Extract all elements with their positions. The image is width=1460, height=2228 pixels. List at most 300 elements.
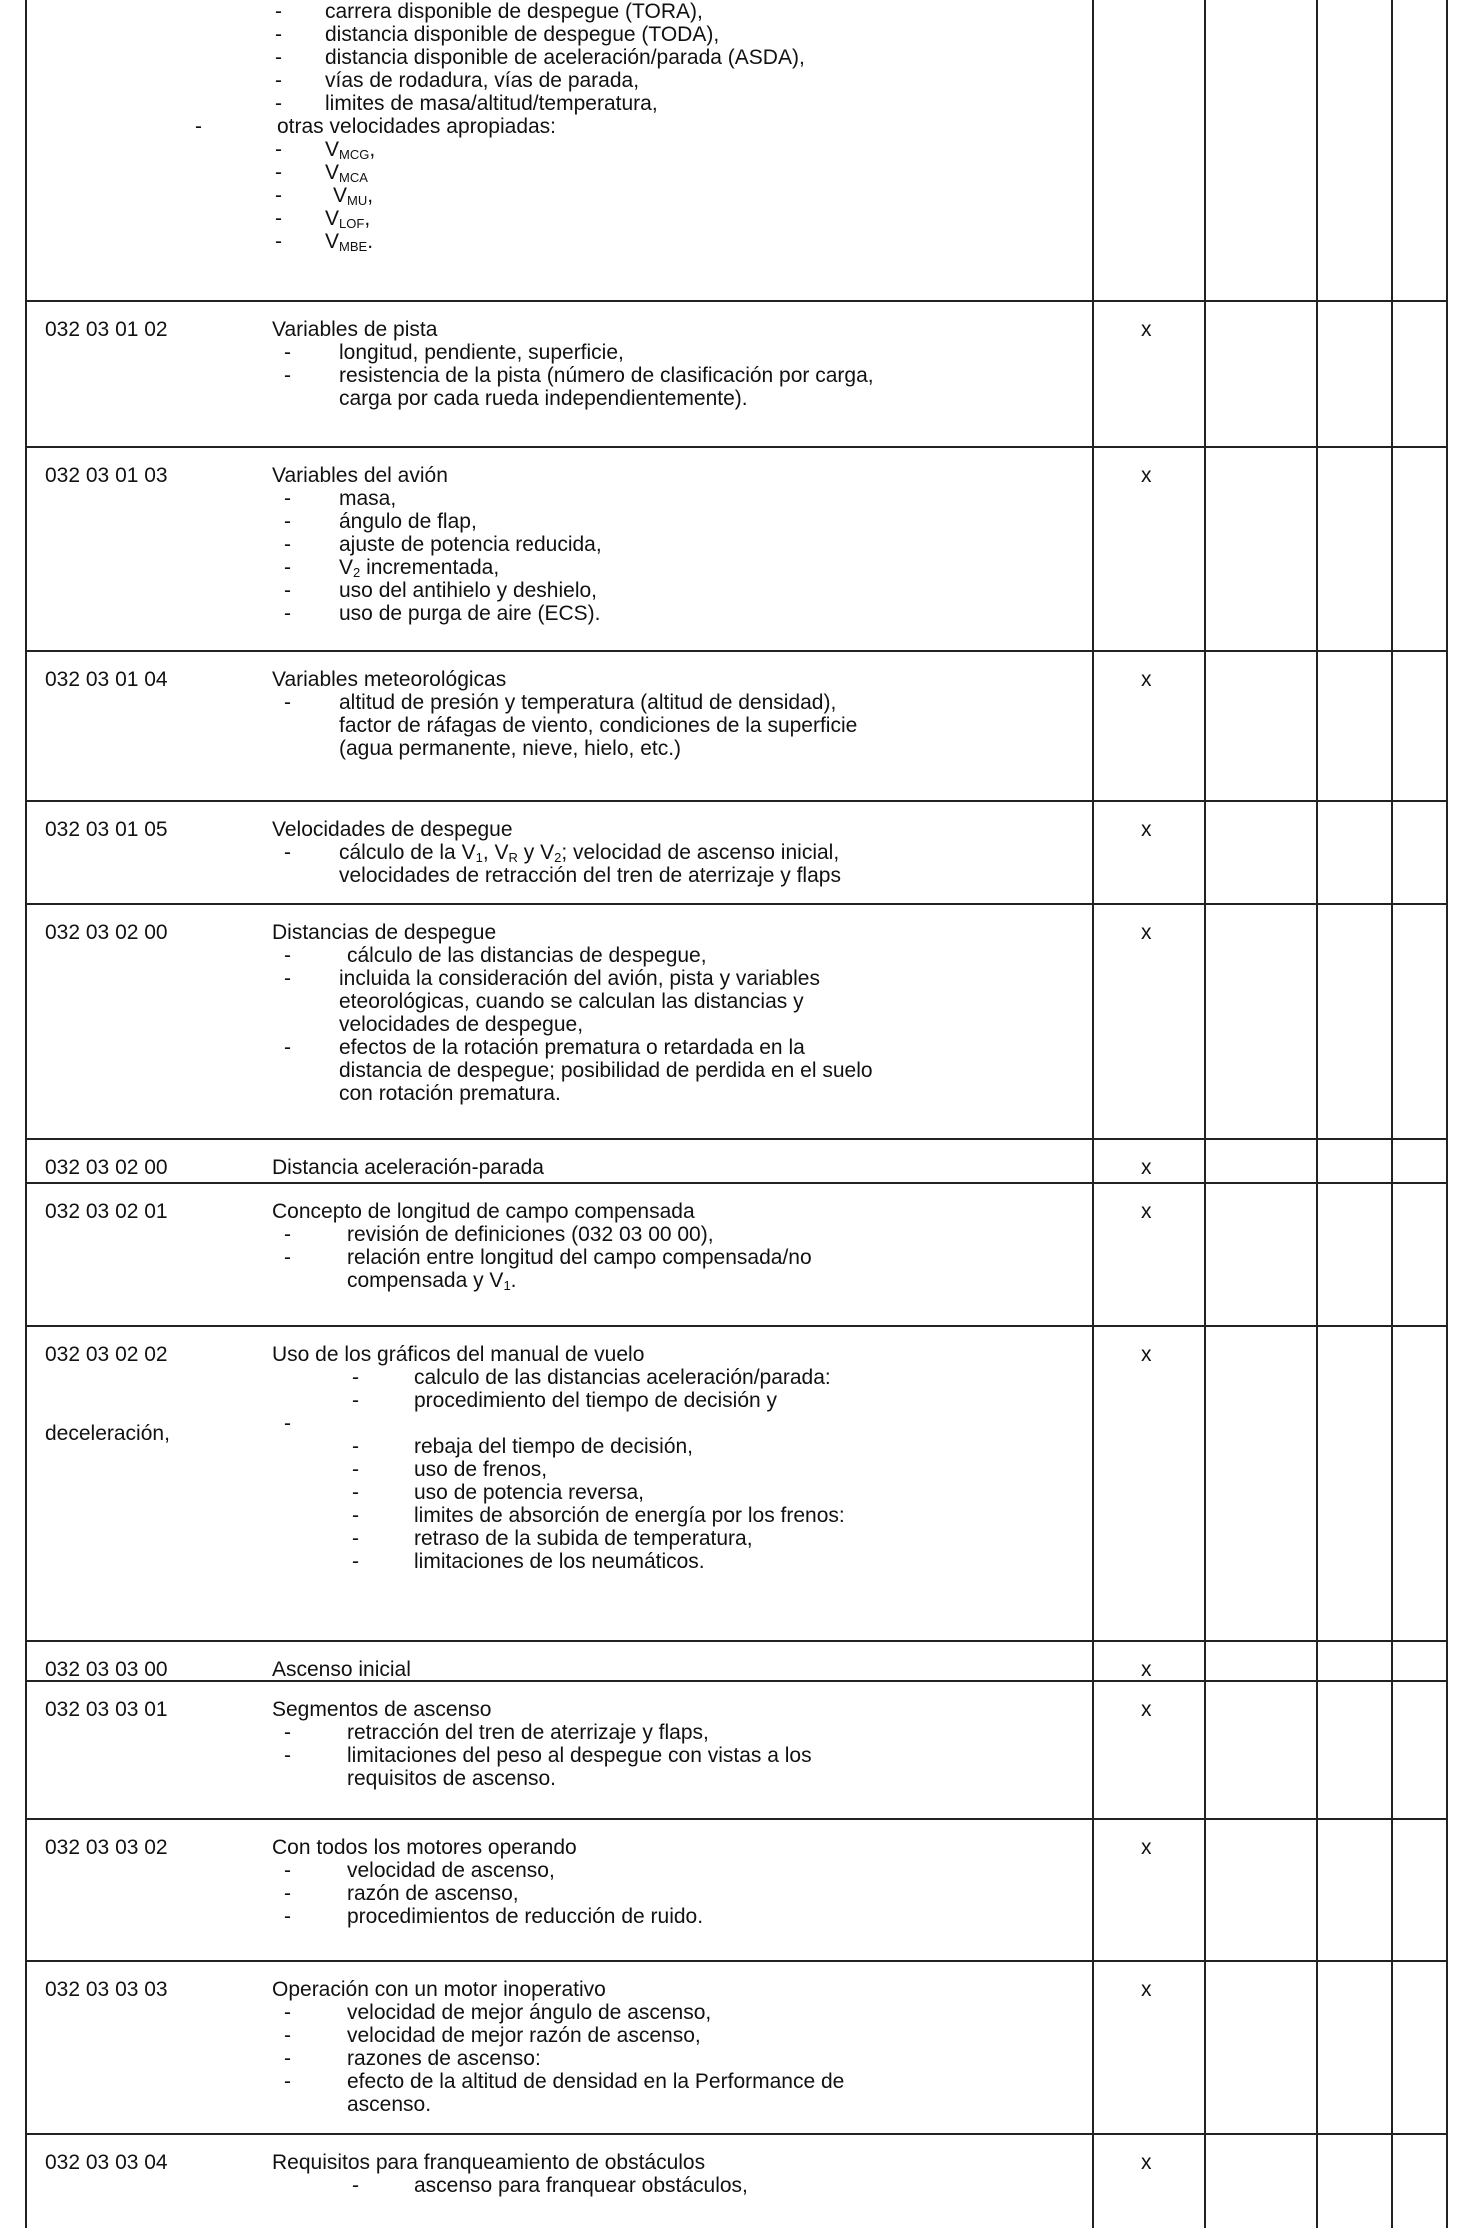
row-divider [25, 1818, 1448, 1820]
list-item-text [339, 714, 857, 737]
list-item [255, 207, 1090, 230]
list-item-text [339, 510, 477, 533]
text-fragment: resistencia de la pista (número de clasificación por carga, [339, 364, 874, 387]
item-title-text: Uso de los gráficos del manual de vuelo [272, 1343, 645, 1366]
item-description [272, 1978, 1107, 2116]
continuation-list [195, 0, 1090, 254]
row-divider [25, 1640, 1448, 1642]
text-fragment: V [325, 161, 340, 184]
text-fragment: procedimientos de reducción de ruido. [347, 1905, 704, 1928]
item-title-text: Distancia aceleración-parada [272, 1156, 544, 1179]
item-title [272, 921, 1107, 944]
table-row [25, 1138, 1448, 1182]
text-fragment: y V [517, 841, 555, 864]
text-fragment: V [325, 138, 340, 161]
list-item-text [339, 1036, 805, 1059]
bullet-dash: - [275, 138, 282, 161]
text-fragment: cálculo de las distancias de despegue, [347, 944, 707, 967]
row-divider [25, 650, 1448, 652]
table-row [25, 903, 1448, 1138]
text-fragment: relación entre longitud del campo compensada/no [347, 1246, 812, 1269]
table-row [25, 1640, 1448, 1680]
bullet-dash: - [284, 944, 291, 967]
text-fragment: retracción del tren de aterrizaje y flaps, [347, 1721, 709, 1744]
list-item-text [339, 533, 602, 556]
text-fragment: incrementada, [360, 556, 500, 579]
list-item-text [347, 944, 707, 967]
row-divider [25, 1138, 1448, 1140]
text-fragment: ángulo de flap, [339, 510, 477, 533]
list-item-text [339, 841, 839, 864]
item-description [272, 1836, 1107, 1928]
text-fragment: limitaciones del peso al despegue con vistas a los [347, 1744, 812, 1767]
list-item [255, 184, 1090, 207]
list-item [195, 115, 1090, 138]
list-item [272, 387, 1107, 410]
bullet-dash: - [352, 1435, 359, 1458]
applicability-mark: x [1141, 1836, 1152, 1859]
bullet-dash: - [284, 364, 291, 387]
bullet-dash: - [284, 1882, 291, 1905]
text-fragment: masa, [339, 487, 397, 510]
item-title-text: Ascenso inicial [272, 1658, 411, 1681]
list-item-text [347, 2001, 711, 2024]
subscript: 2 [353, 565, 361, 580]
text-fragment: con rotación prematura. [339, 1082, 561, 1105]
text-fragment: rebaja del tiempo de decisión, [414, 1435, 694, 1458]
text-fragment: razones de ascenso: [347, 2047, 541, 2070]
list-item-text [325, 69, 639, 92]
text-fragment: limites de masa/altitud/temperatura, [325, 92, 658, 115]
row-divider [25, 1325, 1448, 1327]
bullet-dash: - [284, 579, 291, 602]
text-fragment: limites de absorción de energía por los frenos: [414, 1504, 845, 1527]
item-code: 032 03 01 05 [45, 818, 168, 841]
list-item-text [325, 138, 375, 161]
list-item [272, 1082, 1107, 1105]
applicability-mark: x [1141, 2151, 1152, 2174]
list-item-text [414, 1550, 705, 1573]
text-fragment: , [364, 207, 371, 230]
item-title-text: Distancias de despegue [272, 921, 497, 944]
bullet-dash: - [284, 1412, 291, 1435]
item-title-text: Segmentos de ascenso [272, 1698, 492, 1721]
list-item-text [347, 2093, 431, 2116]
item-title-text: Requisitos para franqueamiento de obstáculos [272, 2151, 706, 2174]
list-item [272, 714, 1107, 737]
bullet-dash: - [275, 46, 282, 69]
text-fragment: uso de frenos, [414, 1458, 548, 1481]
item-title [272, 1978, 1107, 2001]
list-item [272, 2070, 1107, 2093]
list-item-text [339, 1059, 873, 1082]
list-item-text [339, 364, 874, 387]
bullet-dash: - [284, 1223, 291, 1246]
item-title [272, 318, 1107, 341]
bullet-dash: - [284, 2047, 291, 2070]
text-fragment: uso de purga de aire (ECS). [339, 602, 601, 625]
item-description [272, 818, 1107, 887]
applicability-mark: x [1141, 1698, 1152, 1721]
list-item-text [347, 1744, 812, 1767]
syllabus-table [25, 0, 1455, 2228]
item-code: 032 03 03 02 [45, 1836, 168, 1859]
bullet-dash: - [284, 341, 291, 364]
applicability-mark: x [1141, 1978, 1152, 2001]
bullet-dash: - [275, 230, 282, 253]
text-fragment: cálculo de la V [339, 841, 476, 864]
list-item-text [414, 1527, 753, 1550]
applicability-mark: x [1141, 1200, 1152, 1223]
text-fragment: incluida la consideración del avión, pista y variables [339, 967, 820, 990]
text-fragment: efecto de la altitud de densidad en la Performance de [347, 2070, 845, 2093]
item-title-text: Variables de pista [272, 318, 438, 341]
text-fragment: . [510, 1269, 517, 1292]
list-item-text [414, 1389, 777, 1412]
bullet-dash: - [195, 115, 202, 138]
list-item-text [414, 1366, 831, 1389]
text-fragment: limitaciones de los neumáticos. [414, 1550, 705, 1573]
item-title [272, 1658, 1107, 1681]
item-code: 032 03 02 00 [45, 1156, 168, 1179]
text-fragment: ajuste de potencia reducida, [339, 533, 602, 556]
list-item-text [339, 1013, 583, 1036]
list-item [272, 691, 1107, 714]
text-fragment: , [367, 184, 374, 207]
list-item [272, 1550, 1107, 1573]
list-item-text [339, 864, 841, 887]
list-item [272, 1859, 1107, 1882]
list-item-text [414, 1481, 644, 1504]
list-item [272, 1882, 1107, 1905]
bullet-dash: - [275, 184, 282, 207]
text-fragment: distancia disponible de despegue (TODA), [325, 23, 720, 46]
bullet-dash: - [284, 510, 291, 533]
applicability-mark: x [1141, 1343, 1152, 1366]
text-fragment: distancia disponible de aceleración/parada (ASDA), [325, 46, 805, 69]
list-item [272, 1527, 1107, 1550]
list-item-text [339, 967, 820, 990]
list-item-text [414, 1458, 547, 1481]
list-item [255, 23, 1090, 46]
bullet-dash: - [284, 2070, 291, 2093]
list-item [272, 1412, 1107, 1435]
text-fragment: ascenso para franquear obstáculos, [414, 2174, 748, 2197]
list-item-text [414, 1435, 693, 1458]
item-code: 032 03 02 02 [45, 1343, 168, 1366]
list-item [272, 2093, 1107, 2116]
list-item-text [339, 1082, 561, 1105]
text-fragment: velocidades de retracción del tren de aterrizaje y flaps [339, 864, 841, 887]
list-item-text [347, 1859, 555, 1882]
subscript: MBE [339, 239, 368, 254]
list-item [255, 138, 1090, 161]
item-code: 032 03 03 04 [45, 2151, 168, 2174]
bullet-dash: - [284, 2024, 291, 2047]
table-row [25, 1818, 1448, 1960]
text-fragment: , V [482, 841, 509, 864]
list-item [272, 364, 1107, 387]
applicability-mark: x [1141, 464, 1152, 487]
subscript: MCG [339, 147, 370, 162]
bullet-dash: - [284, 556, 291, 579]
text-fragment: velocidad de mejor ángulo de ascenso, [347, 2001, 712, 2024]
text-fragment: otras velocidades apropiadas: [277, 115, 557, 138]
bullet-dash: - [352, 1458, 359, 1481]
subscript: LOF [339, 216, 365, 231]
item-title [272, 1698, 1107, 1721]
list-item-text [333, 184, 373, 207]
list-item-text [325, 230, 373, 253]
list-item [272, 1721, 1107, 1744]
applicability-mark: x [1141, 668, 1152, 691]
bullet-dash: - [284, 1246, 291, 1269]
list-item-text [347, 1882, 519, 1905]
bullet-dash: - [352, 1366, 359, 1389]
subscript: MU [347, 193, 368, 208]
text-fragment: V [325, 207, 340, 230]
bullet-dash: - [284, 1721, 291, 1744]
text-fragment: razón de ascenso, [347, 1882, 519, 1905]
table-row [25, 1325, 1448, 1640]
text-fragment: velocidad de ascenso, [347, 1859, 555, 1882]
list-item [272, 737, 1107, 760]
text-fragment: uso del antihielo y deshielo, [339, 579, 598, 602]
text-fragment: factor de ráfagas de viento, condiciones de la superficie [339, 714, 858, 737]
list-item-text [414, 2174, 748, 2197]
text-fragment: retraso de la subida de temperatura, [414, 1527, 753, 1550]
item-code: 032 03 01 02 [45, 318, 168, 341]
subscript: 1 [475, 850, 483, 865]
bullet-dash: - [284, 602, 291, 625]
bullet-dash: - [284, 2001, 291, 2024]
item-description [272, 1698, 1107, 1790]
text-fragment: velocidad de mejor razón de ascenso, [347, 2024, 701, 2047]
subscript: 1 [503, 1278, 511, 1293]
list-item [272, 1504, 1107, 1527]
subscript: 2 [554, 850, 562, 865]
bullet-dash: - [352, 1527, 359, 1550]
item-code: 032 03 01 04 [45, 668, 168, 691]
list-item-text [347, 1223, 714, 1246]
row-divider [25, 2133, 1448, 2135]
text-fragment: V [333, 184, 348, 207]
list-item [272, 1389, 1107, 1412]
bullet-dash: - [275, 0, 282, 23]
item-code: 032 03 02 00 [45, 921, 168, 944]
row-divider [25, 300, 1448, 302]
text-fragment: , [369, 138, 376, 161]
bullet-dash: - [275, 92, 282, 115]
list-item [272, 864, 1107, 887]
list-item [272, 556, 1107, 579]
text-fragment: carrera disponible de despegue (TORA), [325, 0, 703, 23]
list-item-text [277, 115, 556, 138]
list-item-text [339, 579, 597, 602]
item-description [272, 1200, 1107, 1292]
row-divider [25, 1680, 1448, 1682]
bullet-dash: - [284, 1036, 291, 1059]
list-item [255, 69, 1090, 92]
item-description [272, 921, 1107, 1105]
list-item [272, 341, 1107, 364]
bullet-dash: - [352, 1550, 359, 1573]
list-item-text [414, 1504, 845, 1527]
list-item [255, 161, 1090, 184]
list-item-text [325, 207, 370, 230]
table-row [25, 446, 1448, 650]
bullet-dash: - [284, 841, 291, 864]
text-fragment: ; velocidad de ascenso inicial, [561, 841, 840, 864]
item-title [272, 1343, 1107, 1366]
list-item-text [347, 2024, 701, 2047]
text-fragment: requisitos de ascenso. [347, 1767, 556, 1790]
row-divider [25, 1182, 1448, 1184]
item-description [272, 1343, 1107, 1573]
list-item [272, 602, 1107, 625]
text-fragment: carga por cada rueda independientemente). [339, 387, 748, 410]
bullet-dash: - [284, 1905, 291, 1928]
item-code: 032 03 03 00 [45, 1658, 168, 1681]
list-item [255, 230, 1090, 253]
applicability-mark: x [1141, 1156, 1152, 1179]
text-fragment: eteorológicas, cuando se calculan las distancias y [339, 990, 804, 1013]
item-title [272, 1836, 1107, 1859]
applicability-mark: x [1141, 318, 1152, 341]
text-fragment: compensada y V [347, 1269, 504, 1292]
table-row [25, 800, 1448, 903]
list-item [272, 1481, 1107, 1504]
bullet-dash: - [275, 161, 282, 184]
item-title [272, 818, 1107, 841]
list-item-text [339, 990, 804, 1013]
item-title [272, 1200, 1107, 1223]
list-item [272, 1246, 1107, 1269]
text-fragment: V [339, 556, 354, 579]
bullet-dash: - [275, 69, 282, 92]
list-item [255, 92, 1090, 115]
list-item [272, 1269, 1107, 1292]
list-item-text [325, 23, 719, 46]
bullet-dash: - [352, 1389, 359, 1412]
text-fragment: distancia de despegue; posibilidad de perdida en el suelo [339, 1059, 873, 1082]
list-item [272, 2047, 1107, 2070]
subscript: MCA [339, 170, 368, 185]
item-code: 032 03 03 01 [45, 1698, 168, 1721]
list-item [272, 1744, 1107, 1767]
subscript: R [508, 850, 518, 865]
applicability-mark: x [1141, 818, 1152, 841]
bullet-dash: - [284, 1859, 291, 1882]
row-divider [25, 903, 1448, 905]
table-row [25, 650, 1448, 800]
item-code: 032 03 01 03 [45, 464, 168, 487]
row-side-note: deceleración, [45, 1422, 170, 1445]
bullet-dash: - [275, 207, 282, 230]
text-fragment: procedimiento del tiempo de decisión y [414, 1389, 778, 1412]
bullet-dash: - [352, 1481, 359, 1504]
item-description [272, 1156, 1107, 1179]
list-item-text [339, 691, 836, 714]
table-row [25, 1680, 1448, 1818]
list-item-text [339, 556, 499, 579]
row-divider [25, 1960, 1448, 1962]
item-code: 032 03 02 01 [45, 1200, 168, 1223]
item-description [272, 668, 1107, 760]
text-fragment: ascenso. [347, 2093, 432, 2116]
list-item-text [325, 92, 658, 115]
list-item [272, 533, 1107, 556]
bullet-dash: - [275, 23, 282, 46]
table-row [25, 300, 1448, 446]
bullet-dash: - [352, 1504, 359, 1527]
item-title-text: Variables del avión [272, 464, 448, 487]
item-title-text: Variables meteorológicas [272, 668, 507, 691]
item-title [272, 668, 1107, 691]
list-item-text [339, 602, 600, 625]
bullet-dash: - [284, 1744, 291, 1767]
text-fragment: . [367, 230, 374, 253]
list-item [272, 510, 1107, 533]
text-fragment: calculo de las distancias aceleración/parada: [414, 1366, 831, 1389]
list-item [272, 1458, 1107, 1481]
continuation-block [25, 0, 1448, 300]
list-item-text [325, 46, 805, 69]
applicability-mark: x [1141, 921, 1152, 944]
list-item [272, 990, 1107, 1013]
text-fragment: V [325, 230, 340, 253]
list-item-text [347, 2047, 541, 2070]
table-row [25, 2133, 1448, 2228]
list-item-text [347, 1767, 556, 1790]
list-item-text [325, 161, 368, 184]
list-item [272, 1435, 1107, 1458]
list-item [272, 1036, 1107, 1059]
list-item [272, 487, 1107, 510]
list-item [272, 967, 1107, 990]
item-description [272, 1658, 1107, 1681]
list-item [272, 841, 1107, 864]
list-item [272, 1366, 1107, 1389]
list-item-text [347, 1246, 812, 1269]
table-row [25, 1182, 1448, 1325]
bullet-dash: - [284, 487, 291, 510]
item-title-text: Operación con un motor inoperativo [272, 1978, 606, 2001]
text-fragment: (agua permanente, nieve, hielo, etc.) [339, 737, 682, 760]
bullet-dash: - [284, 967, 291, 990]
list-item [272, 1059, 1107, 1082]
text-fragment: uso de potencia reversa, [414, 1481, 644, 1504]
list-item-text [339, 387, 748, 410]
list-item [255, 0, 1090, 23]
list-item-text [339, 341, 624, 364]
list-item [272, 1767, 1107, 1790]
text-fragment: efectos de la rotación prematura o retardada en la [339, 1036, 805, 1059]
list-item-text [347, 1269, 517, 1292]
text-fragment: velocidades de despegue, [339, 1013, 584, 1036]
item-description [272, 318, 1107, 410]
list-item [272, 2174, 1107, 2197]
item-description [272, 464, 1107, 625]
text-fragment: altitud de presión y temperatura (altitud de densidad), [339, 691, 837, 714]
bullet-dash: - [284, 691, 291, 714]
bullet-dash: - [284, 533, 291, 556]
list-item-text [347, 1905, 703, 1928]
text-fragment: vías de rodadura, vías de parada, [325, 69, 640, 92]
list-item [272, 1013, 1107, 1036]
item-title-text: Concepto de longitud de campo compensada [272, 1200, 695, 1223]
item-title-text: Con todos los motores operando [272, 1836, 577, 1859]
